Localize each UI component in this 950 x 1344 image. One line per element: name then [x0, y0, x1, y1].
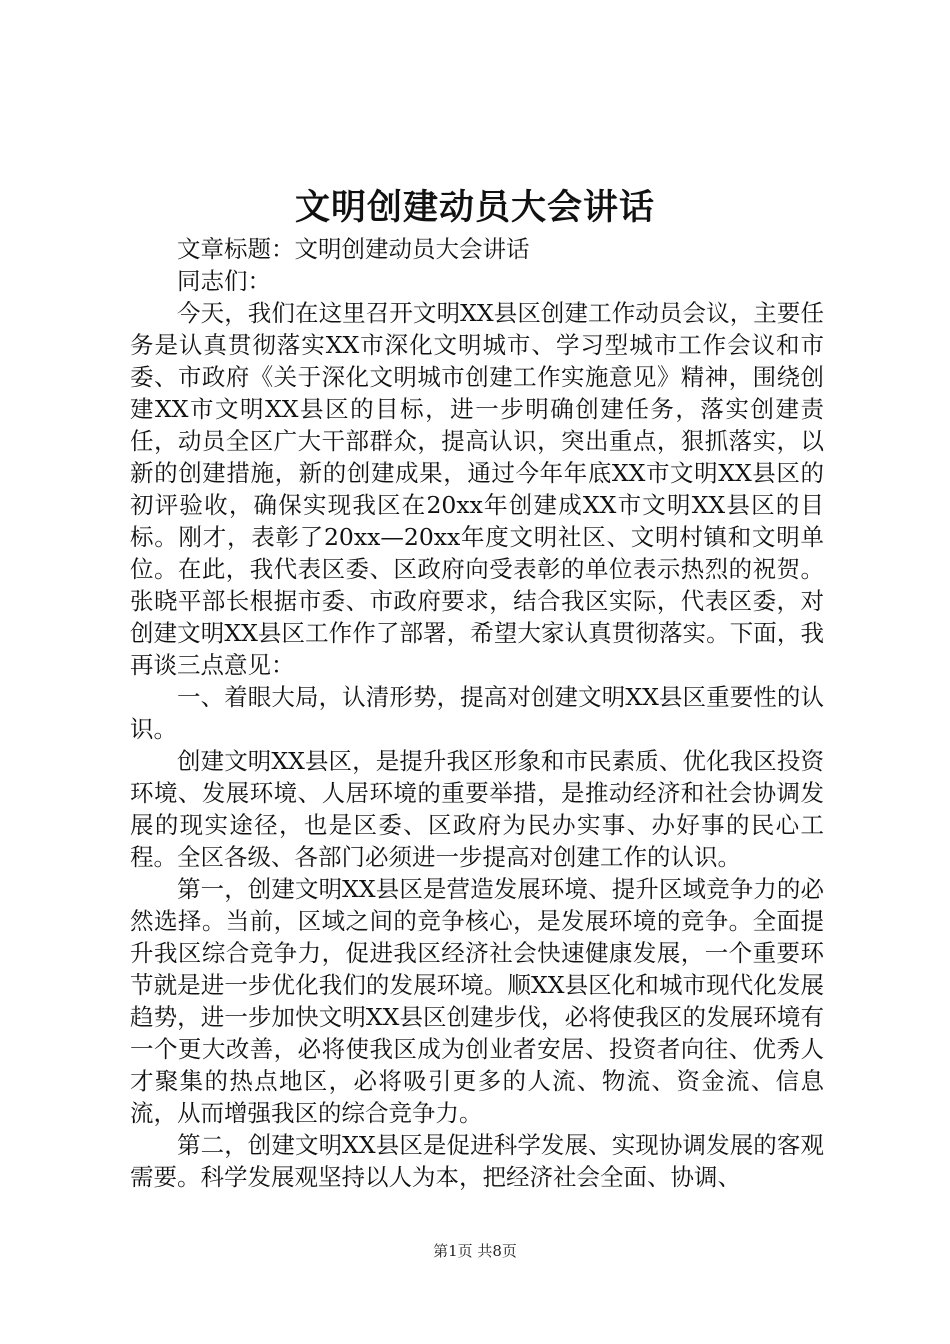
- article-title-line: 文章标题：文明创建动员大会讲话: [177, 235, 530, 263]
- paragraph-point-2: 第二，创建文明XX县区是促进科学发展、实现协调发展的客观需要。科学发展观坚持以人为本，把经济社会全面、协调、: [130, 1131, 824, 1191]
- paragraph-intro: 今天，我们在这里召开文明XX县区创建工作动员会议，主要任务是认真贯彻落实XX市深化文明城市、学习型城市工作会议和市委、市政府《关于深化文明城市创建工作实施意见》精神，围绕创建XX市文明XX县区的目标，进一步明确创建任务，落实创建责任，动员全区广大干部群众，提高认识，突出重点，狠抓落实，以新的创建措施，新的创建成果，通过今年年底XX市文明XX县区的初评验收，确保实现我区在20xx年创建成XX市文明XX县区的目标。刚才，表彰了20xx—20xx年度文明社区、文明村镇和文明单位。在此，我代表区委、区政府向受表彰的单位表示热烈的祝贺。张晓平部长根据市委、市政府要求，结合我区实际，代表区委，对创建文明XX县区工作作了部署，希望大家认真贯彻落实。下面，我再谈三点意见：: [130, 299, 824, 679]
- document-title: 文明创建动员大会讲话: [294, 187, 655, 228]
- document-body: [130, 233, 824, 1193]
- paragraph-importance: 创建文明XX县区，是提升我区形象和市民素质、优化我区投资环境、发展环境、人居环境的重要举措，是推动经济和社会协调发展的现实途径，也是区委、区政府为民办实事、办好事的民心工程。全区各级、各部门必须进一步提高对创建工作的认识。: [130, 747, 824, 871]
- section-heading-1: 一、着眼大局，认清形势，提高对创建文明XX县区重要性的认识。: [130, 683, 824, 743]
- paragraph-point-1: 第一，创建文明XX县区是营造发展环境、提升区域竞争力的必然选择。当前，区域之间的竞争核心，是发展环境的竞争。全面提升我区综合竞争力，促进我区经济社会快速健康发展，一个重要环节就是进一步优化我们的发展环境。顺XX县区化和城市现代化发展趋势，进一步加快文明XX县区创建步伐，必将使我区的发展环境有一个更大改善，必将使我区成为创业者安居、投资者向往、优秀人才聚集的热点地区，必将吸引更多的人流、物流、资金流、信息流，从而增强我区的综合竞争力。: [130, 875, 824, 1127]
- salutation: 同志们：: [177, 267, 271, 295]
- page-footer: 第1页 共8页: [433, 1242, 517, 1260]
